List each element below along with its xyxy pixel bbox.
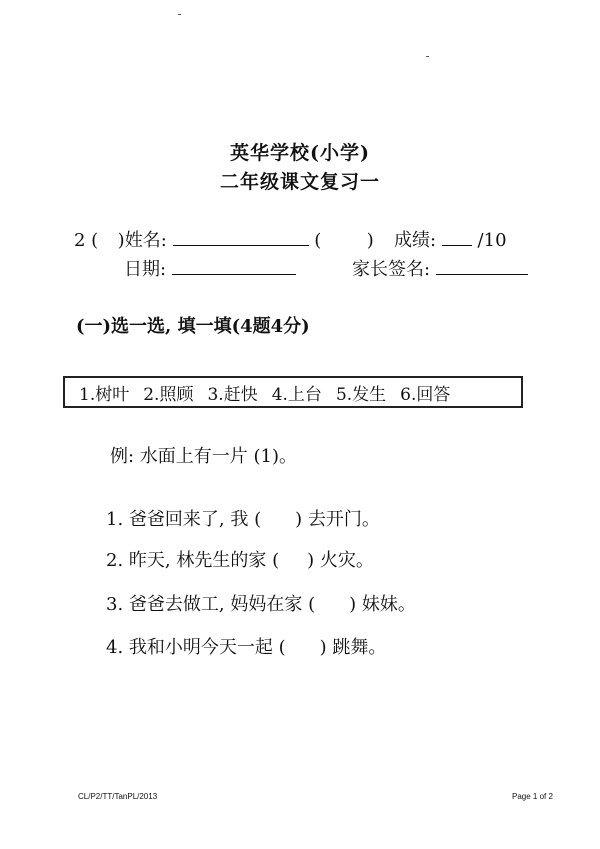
school-title: 英华学校(小学) [230, 142, 370, 164]
word-bank [63, 376, 523, 408]
question-number: 3. [106, 594, 124, 615]
question-number: 1. [106, 509, 124, 530]
name-label: )姓名: [117, 230, 167, 251]
parent-signature-row [352, 255, 528, 281]
word-bank-item: 2.照顾 [143, 384, 194, 405]
name-blank [173, 245, 309, 246]
question-text-after: ) 跳舞。 [319, 637, 387, 658]
section-heading: (一)选一选, 填一填(4题4分) [76, 316, 310, 337]
word-bank-item: 1.树叶 [79, 384, 130, 405]
footer-page-number: Page 1 of 2 [512, 792, 553, 801]
question-text-before: 爸爸回来了, 我 ( [128, 509, 262, 530]
parent-signature-label: 家长签名: [352, 259, 431, 280]
class-no-open: ( [314, 230, 322, 251]
question-text-after: ) 火灾。 [307, 550, 374, 571]
footer-code: CL/P2/TT/TanPL/2013 [78, 792, 158, 801]
date-row [124, 255, 296, 281]
scan-speck [178, 14, 181, 15]
question-text-before: 爸爸去做工, 妈妈在家 ( [128, 594, 316, 615]
question-item [106, 590, 416, 616]
question-text-after: ) 去开门。 [295, 509, 380, 530]
worksheet-subtitle: 二年级课文复习一 [219, 171, 380, 193]
parent-signature-blank [436, 274, 528, 275]
question-text-before: 我和小明今天一起 ( [128, 637, 286, 658]
date-label: 日期: [124, 259, 167, 280]
class-no-close: ) [366, 230, 374, 251]
example-sentence: 例: 水面上有一片 (1)。 [110, 446, 298, 467]
word-bank-item: 3.赶快 [207, 384, 258, 405]
class-name-row [74, 226, 374, 252]
score-total: /10 [477, 230, 507, 251]
question-text-before: 昨天, 林先生的家 ( [128, 550, 280, 571]
date-blank [172, 274, 296, 275]
class-prefix: 2 ( [74, 230, 99, 251]
scan-speck [426, 56, 429, 57]
word-bank-item: 4.上台 [271, 384, 322, 405]
question-item [106, 633, 386, 659]
score-row [394, 226, 507, 252]
question-item [106, 505, 380, 531]
score-label: 成绩: [394, 230, 437, 251]
question-number: 2. [106, 550, 124, 571]
score-blank [442, 245, 472, 246]
question-text-after: ) 妹妹。 [349, 594, 416, 615]
question-item [106, 546, 374, 572]
word-bank-item: 6.回答 [400, 384, 451, 405]
question-number: 4. [106, 637, 124, 658]
word-bank-item: 5.发生 [335, 384, 387, 405]
